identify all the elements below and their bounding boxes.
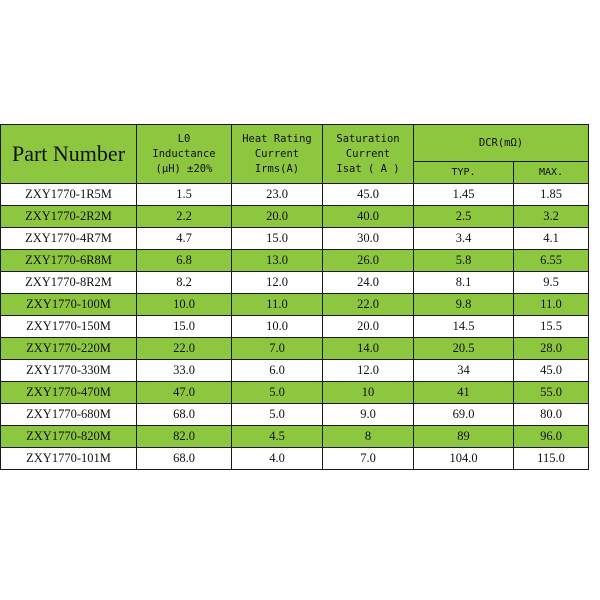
cell-part-number: ZXY1770-8R2M (1, 272, 137, 294)
cell-inductance: 47.0 (137, 382, 232, 404)
cell-dcr-max: 9.5 (514, 272, 589, 294)
table-row (1, 272, 589, 294)
cell-dcr-typ: 2.5 (414, 206, 514, 228)
cell-dcr-max: 28.0 (514, 338, 589, 360)
cell-part-number: ZXY1770-101M (1, 448, 137, 470)
table-row (1, 404, 589, 426)
cell-dcr-max: 11.0 (514, 294, 589, 316)
cell-dcr-max: 15.5 (514, 316, 589, 338)
cell-part-number: ZXY1770-6R8M (1, 250, 137, 272)
cell-dcr-typ: 9.8 (414, 294, 514, 316)
cell-dcr-typ: 3.4 (414, 228, 514, 250)
cell-dcr-typ: 69.0 (414, 404, 514, 426)
header-inductance-line-3: (μH) ±20% (155, 162, 213, 175)
cell-dcr-typ: 5.8 (414, 250, 514, 272)
cell-part-number: ZXY1770-2R2M (1, 206, 137, 228)
cell-isat: 30.0 (323, 228, 414, 250)
inductor-spec-table (0, 124, 589, 470)
header-part-number: Part Number (1, 125, 137, 184)
cell-dcr-typ: 34 (414, 360, 514, 382)
cell-inductance: 6.8 (137, 250, 232, 272)
table-row (1, 338, 589, 360)
cell-irms: 13.0 (232, 250, 323, 272)
cell-inductance: 68.0 (137, 448, 232, 470)
header-dcr-typ: TYP. (414, 162, 514, 184)
header-heat-rating-line-3: Irms(A) (254, 162, 300, 175)
header-inductance (137, 125, 232, 184)
cell-part-number: ZXY1770-820M (1, 426, 137, 448)
table-body (1, 184, 589, 470)
table-row (1, 426, 589, 448)
cell-part-number: ZXY1770-100M (1, 294, 137, 316)
cell-isat: 24.0 (323, 272, 414, 294)
cell-dcr-typ: 14.5 (414, 316, 514, 338)
cell-isat: 12.0 (323, 360, 414, 382)
cell-dcr-typ: 41 (414, 382, 514, 404)
cell-dcr-max: 1.85 (514, 184, 589, 206)
cell-isat: 22.0 (323, 294, 414, 316)
cell-irms: 20.0 (232, 206, 323, 228)
cell-inductance: 2.2 (137, 206, 232, 228)
cell-irms: 12.0 (232, 272, 323, 294)
table-row (1, 206, 589, 228)
header-heat-rating (232, 125, 323, 184)
cell-isat: 9.0 (323, 404, 414, 426)
cell-inductance: 68.0 (137, 404, 232, 426)
cell-inductance: 33.0 (137, 360, 232, 382)
cell-inductance: 82.0 (137, 426, 232, 448)
cell-dcr-max: 3.2 (514, 206, 589, 228)
cell-inductance: 1.5 (137, 184, 232, 206)
table-row (1, 250, 589, 272)
cell-isat: 10 (323, 382, 414, 404)
header-heat-rating-line-1: Heat Rating (242, 132, 312, 145)
cell-irms: 11.0 (232, 294, 323, 316)
cell-inductance: 4.7 (137, 228, 232, 250)
cell-part-number: ZXY1770-4R7M (1, 228, 137, 250)
header-inductance-line-2: Inductance (152, 147, 216, 160)
cell-isat: 26.0 (323, 250, 414, 272)
table-row (1, 316, 589, 338)
cell-irms: 7.0 (232, 338, 323, 360)
cell-irms: 6.0 (232, 360, 323, 382)
cell-isat: 20.0 (323, 316, 414, 338)
cell-dcr-typ: 1.45 (414, 184, 514, 206)
header-dcr: DCR(mΩ) (414, 125, 589, 162)
cell-dcr-max: 45.0 (514, 360, 589, 382)
cell-inductance: 15.0 (137, 316, 232, 338)
table-row (1, 294, 589, 316)
table-row (1, 448, 589, 470)
cell-dcr-max: 96.0 (514, 426, 589, 448)
cell-dcr-max: 6.55 (514, 250, 589, 272)
cell-dcr-typ: 104.0 (414, 448, 514, 470)
cell-inductance: 10.0 (137, 294, 232, 316)
cell-isat: 40.0 (323, 206, 414, 228)
cell-dcr-max: 4.1 (514, 228, 589, 250)
cell-dcr-typ: 89 (414, 426, 514, 448)
cell-part-number: ZXY1770-220M (1, 338, 137, 360)
cell-isat: 7.0 (323, 448, 414, 470)
header-saturation-line-1: Saturation (336, 132, 400, 145)
cell-part-number: ZXY1770-330M (1, 360, 137, 382)
cell-irms: 15.0 (232, 228, 323, 250)
cell-irms: 5.0 (232, 404, 323, 426)
cell-dcr-typ: 8.1 (414, 272, 514, 294)
cell-irms: 4.0 (232, 448, 323, 470)
table-row (1, 184, 589, 206)
cell-irms: 10.0 (232, 316, 323, 338)
header-saturation (323, 125, 414, 184)
cell-dcr-typ: 20.5 (414, 338, 514, 360)
cell-isat: 45.0 (323, 184, 414, 206)
cell-isat: 14.0 (323, 338, 414, 360)
header-saturation-line-2: Current (345, 147, 391, 160)
cell-dcr-max: 55.0 (514, 382, 589, 404)
cell-part-number: ZXY1770-470M (1, 382, 137, 404)
cell-irms: 4.5 (232, 426, 323, 448)
header-inductance-line-1: L0 (177, 132, 191, 145)
cell-part-number: ZXY1770-1R5M (1, 184, 137, 206)
cell-part-number: ZXY1770-150M (1, 316, 137, 338)
cell-inductance: 8.2 (137, 272, 232, 294)
table-row (1, 360, 589, 382)
cell-dcr-max: 115.0 (514, 448, 589, 470)
header-saturation-line-3: Isat ( A ) (336, 162, 400, 175)
cell-irms: 23.0 (232, 184, 323, 206)
header-heat-rating-line-2: Current (254, 147, 300, 160)
header-dcr-max: MAX. (514, 162, 589, 184)
table-row (1, 228, 589, 250)
cell-dcr-max: 80.0 (514, 404, 589, 426)
table-row (1, 382, 589, 404)
cell-isat: 8 (323, 426, 414, 448)
cell-inductance: 22.0 (137, 338, 232, 360)
cell-irms: 5.0 (232, 382, 323, 404)
cell-part-number: ZXY1770-680M (1, 404, 137, 426)
